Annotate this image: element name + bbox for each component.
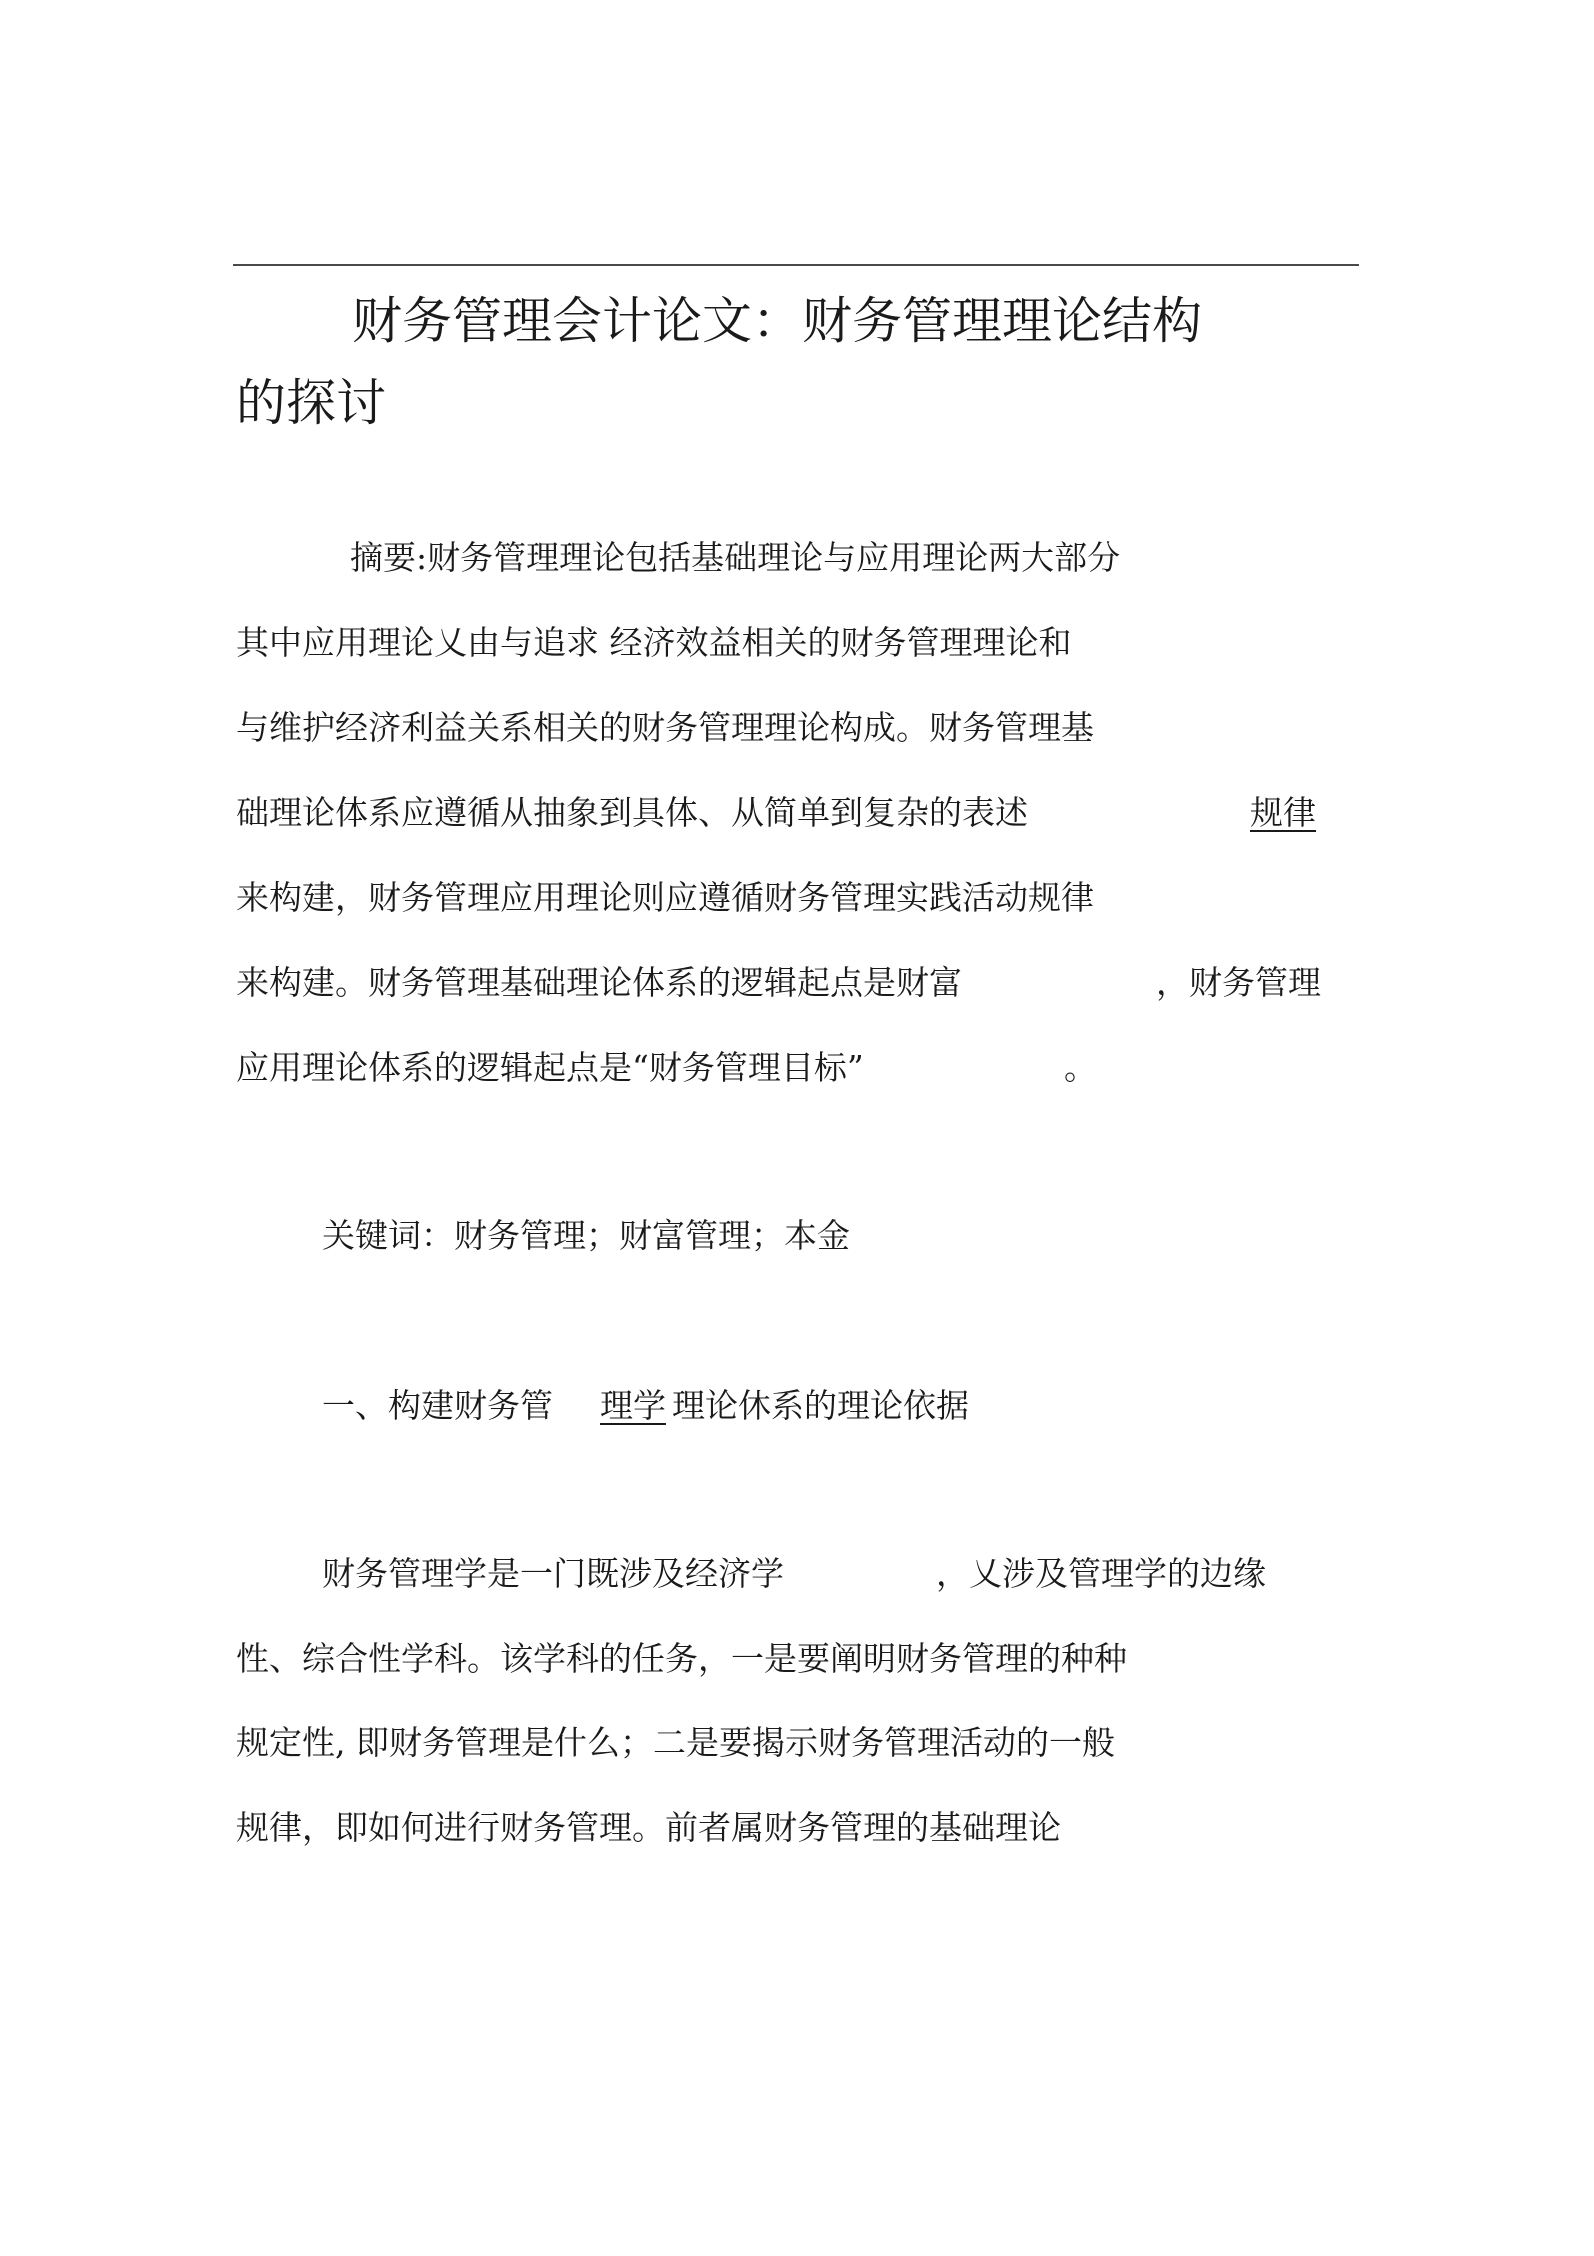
abstract-text: 摘要:财务管理理论包括基础理论与应用理论两大部分 [350,538,1121,577]
abstract-text: 础理论体系应遵循从抽象到具体、从简单到复杂的表述 [236,793,1028,832]
body-text: ，乂涉及管理学的边缘 [936,1554,1266,1593]
title-line-1: 财务管理会计论文：财务管理理论结构 [352,292,1202,350]
header-rule [233,264,1359,266]
abstract-text: 来构建。财务管理基础理论体系的逻辑起点是财富 [236,963,962,1002]
abstract-text: 应用理论体系的逻辑起点是“财务管理目标” [236,1048,864,1087]
underlined-term: 规律 [1250,793,1316,832]
body-text: 规律，即如何进行财务管理。前者属财务管理的基础理论 [236,1808,1061,1847]
abstract-text: ，财务管理 [1156,963,1321,1002]
abstract-text: 其中应用理论乂由与追求 经济效益相关的财务管理理论和 [236,623,1072,662]
heading-text: 理论休系的理论依据 [672,1386,969,1425]
abstract-text: 。 [1064,1048,1097,1087]
abstract-text: 来构建，财务管理应用理论则应遵循财务管理实践活动规律 [236,878,1094,917]
body-text: 规定性, 即财务管理是什么；二是要揭示财务管理活动的一般 [236,1723,1115,1762]
underlined-term: 理学 [600,1386,666,1425]
body-text: 财务管理学是一门既涉及经济学 [322,1554,784,1593]
abstract-text: 与维护经济利益关系相关的财务管理理论构成。财务管理基 [236,708,1094,747]
title-line-2: 的探讨 [236,374,386,432]
document-title [236,280,1336,444]
heading-text: 一、构建财务管 [322,1386,553,1425]
body-text: 性、综合性学科。该学科的任务，一是要阐明财务管理的种种 [236,1639,1127,1678]
keywords-text: 关键词：财务管理；财富管理；本金 [322,1216,850,1255]
